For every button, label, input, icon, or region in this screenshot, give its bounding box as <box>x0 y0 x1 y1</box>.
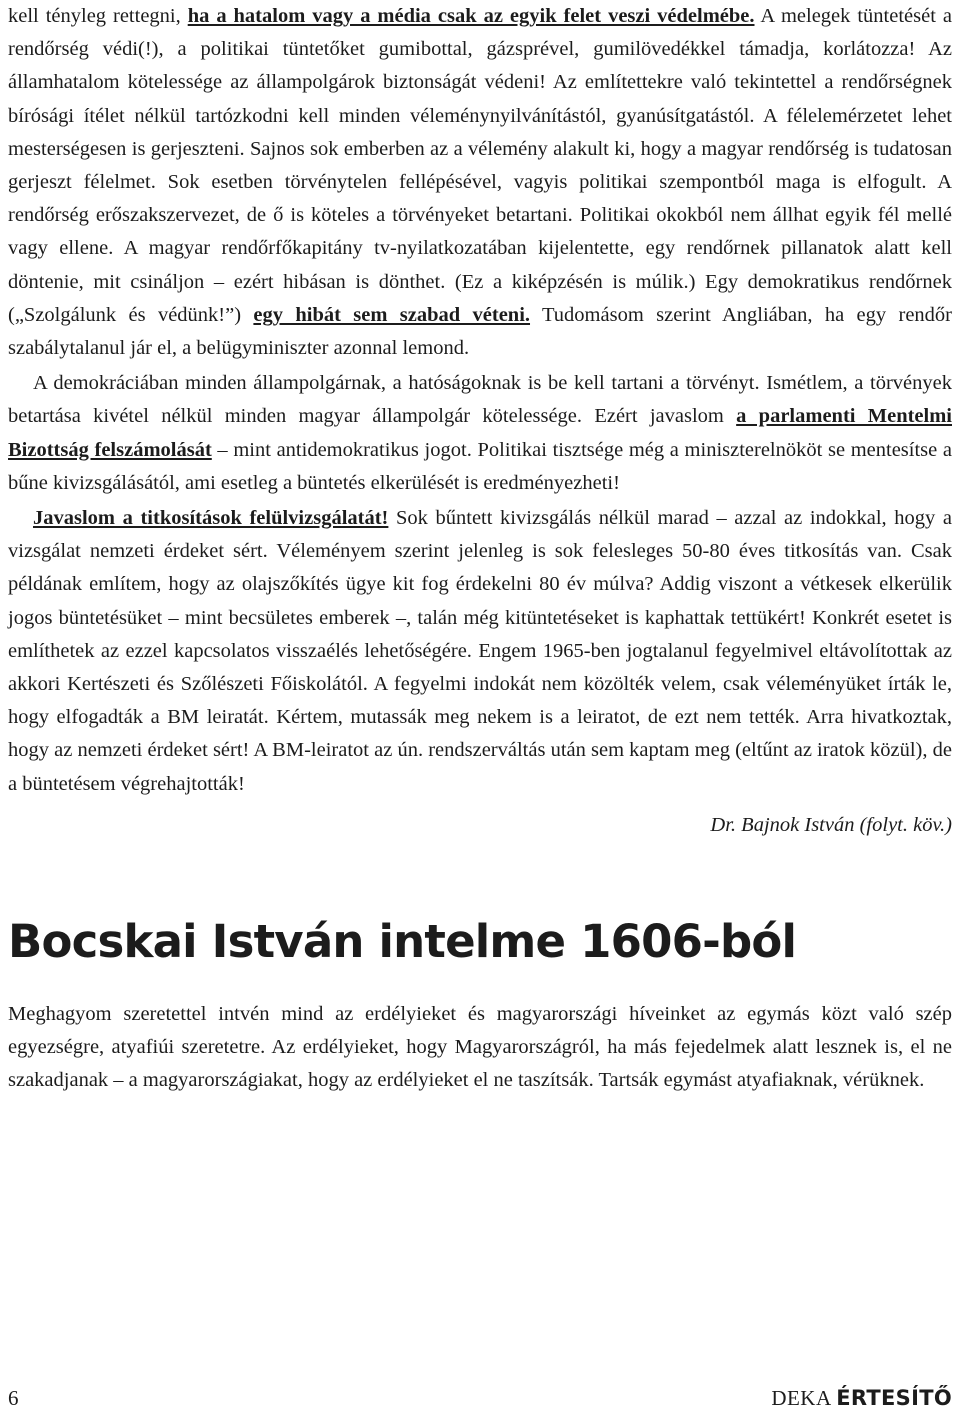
publication-name-part-2: ÉRTESÍTŐ <box>836 1386 952 1410</box>
text-run: Sok bűntett kivizsgálás nélkül marad – azzal az indokkal, hogy a vizsgálat nemzeti érdeket sért. Véleményem szerint jelenleg is sok felesleges 50-80 éves titkosítás van. Csak példának említem, hogy az olajszőkítés ügye kit fog érdekelni 80 év múlva? Addig viszont a vétkesek elkerülik jogos büntetésüket – mint becsületes emberek –, talán még kitüntetéseket is kaphattak tettükért! Konkrét esetet is említhetek az ezzel kapcsolatos visszaélés lehetőségére. Engem 1965-ben jogtalanul fegyelmivel eltávolítottak az akkori Kertészeti és Szőlészeti Főiskolától. A fegyelmi indokát nem közölték velem, csak véleményüket írták le, hogy elfogadták a BM leiratát. Kértem, mutassák meg nekem is a leiratot, de ezt nem tették. Arra hivatkoztak, hogy az nemzeti érdeket sért! A BM-leiratot az ún. rendszerváltás után sem kaptam meg (eltűnt az iratok közül), de a büntetésem végrehajtották! <box>8 507 953 795</box>
text-run: – mint antidemokratikus jogot. Politikai tisztsége még a miniszterelnököt se mentesítse a bűne kivizsgálásától, ami esetleg a büntetés elkerülését is eredményezheti! <box>8 438 952 494</box>
publication-name <box>771 1386 952 1411</box>
emphasized-text: a parlamenti Mentelmi Bizottság felszámolását <box>8 405 952 461</box>
text-run: A demokráciában minden állampolgárnak, a hatóságoknak is be kell tartani a törvényt. Ismétlem, a törvények betartása kivétel nélkül minden magyar állampolgár kötelessége. Ezért javaslom <box>8 372 952 428</box>
text-run: Tudomásom szerint Angliában, ha egy rendőr szabálytalanul jár el, a belügyminiszter azonnal lemond. <box>8 303 953 360</box>
emphasized-text: egy hibát sem szabad véteni. <box>253 303 531 326</box>
section-title: Bocskai István intelme 1606-ból <box>8 914 797 968</box>
page-number: 6 <box>8 1386 19 1410</box>
emphasized-text: ha a hatalom vagy a média csak az egyik felet veszi védelmébe. <box>187 5 755 27</box>
page-footer <box>8 1386 952 1412</box>
article-paragraph-3 <box>8 502 952 801</box>
publication-name-part-1: DEKA <box>771 1386 831 1410</box>
text-run: kell tényleg rettegni, <box>8 5 188 27</box>
document-page <box>8 0 952 1097</box>
author-signature: Dr. Bajnok István (folyt. köv.) <box>710 813 952 836</box>
text-run: A melegek tüntetését a rendőrség védi(!), a politikai tüntetőket gumibottal, gázsprével, gumilövedékkel támadja, korlátozza! Az államhatalom kötelessége az állampolgárok biztonságát védeni! Az említettekre való tekintettel a rendőrségnek bírósági ítélet nélkül tartózkodni kell minden véleménynyilvánítástól, gyanúsítgatástól. A félelemérzetet lehet mesterségesen is gerjeszteni. Sajnos sok emberben az a vélemény alakult ki, hogy a magyar rendőrség is tudatosan gerjeszt félelmet. Sok esetben törvénytelen fellépésével, vagyis politikai szempontból maga is elfogult. A rendőrség erőszakszervezet, de ő is köteles a törvényeket betartani. Politikai okokból nem állhat egyik fél mellé vagy ellene. A magyar rendőrfőkapitány tv-nyilatkozatában kijelentette, egy rendőrnek pillanatok alatt kell döntenie, mit csináljon – ezért hibásan is dönthet. (Ez a kiképzésén is múlik.) Egy demokratikus rendőrnek („Szolgálunk és védünk!”) <box>8 5 952 326</box>
article-paragraph-1 <box>8 0 952 365</box>
emphasized-text: Javaslom a titkosítások felülvizsgálatát! <box>33 507 389 530</box>
section-paragraph: Meghagyom szeretettel intvén mind az erdélyieket és magyarországi híveinket az egymás közt való szép egyezségre, atyafiúi szeretetre. Az erdélyieket, hogy Magyarországról, ha más fejedelmek alatt lesznek is, el ne szakadjanak – a magyarországiakat, hogy az erdélyieket el ne taszítsák. Tartsák egymást atyafiaknak, vérüknek. <box>8 1002 952 1092</box>
article-paragraph-2 <box>8 367 952 500</box>
